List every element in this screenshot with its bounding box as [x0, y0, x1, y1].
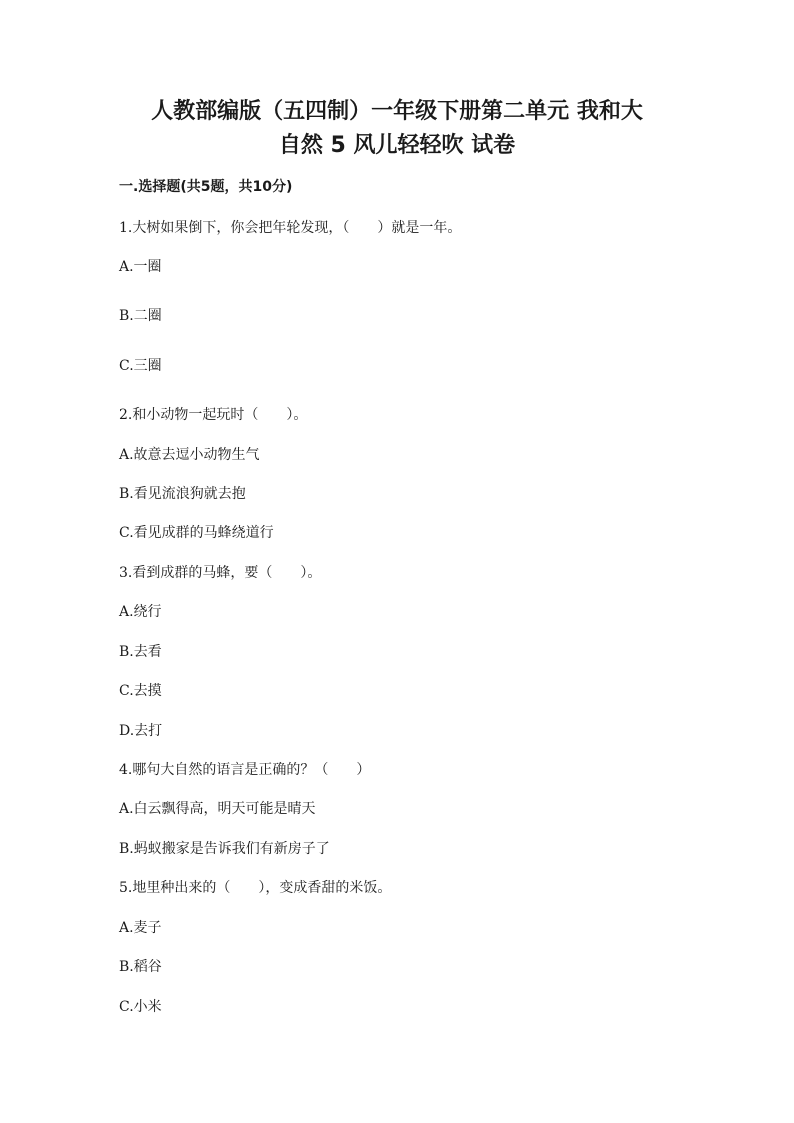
question-1-option-c: C.三圈: [119, 358, 162, 374]
question-3-option-a: A.绕行: [119, 604, 162, 620]
question-4-stem: 4.哪句大自然的语言是正确的？（ ）: [119, 762, 371, 778]
question-2-stem: 2.和小动物一起玩时（ ）。: [119, 407, 308, 423]
question-2-option-c: C.看见成群的马蜂绕道行: [119, 525, 274, 541]
question-5-stem: 5.地里种出来的（ ），变成香甜的米饭。: [119, 880, 392, 896]
question-5-option-a: A.麦子: [119, 920, 162, 936]
question-4-option-a: A.白云飘得高，明天可能是晴天: [119, 801, 316, 817]
question-1-option-a: A.一圈: [119, 259, 162, 275]
question-3-stem: 3.看到成群的马蜂，要（ ）。: [119, 565, 322, 581]
section-heading: 一.选择题(共5题，共10分): [119, 179, 293, 195]
question-3-option-d: D.去打: [119, 723, 163, 739]
title-line-2: 自然 5 风儿轻轻吹 试卷: [278, 133, 516, 158]
question-2-option-a: A.故意去逗小动物生气: [119, 447, 260, 463]
question-4-option-b: B.蚂蚁搬家是告诉我们有新房子了: [119, 841, 330, 857]
question-5-option-b: B.稻谷: [119, 959, 162, 975]
title-line-1: 人教部编版（五四制）一年级下册第二单元 我和大: [151, 99, 643, 124]
question-3-option-c: C.去摸: [119, 683, 162, 699]
question-1-stem: 1.大树如果倒下，你会把年轮发现，（ ）就是一年。: [119, 220, 462, 236]
question-1-option-b: B.二圈: [119, 308, 162, 324]
question-2-option-b: B.看见流浪狗就去抱: [119, 486, 246, 502]
question-5-option-c: C.小米: [119, 999, 162, 1015]
question-3-option-b: B.去看: [119, 644, 162, 660]
